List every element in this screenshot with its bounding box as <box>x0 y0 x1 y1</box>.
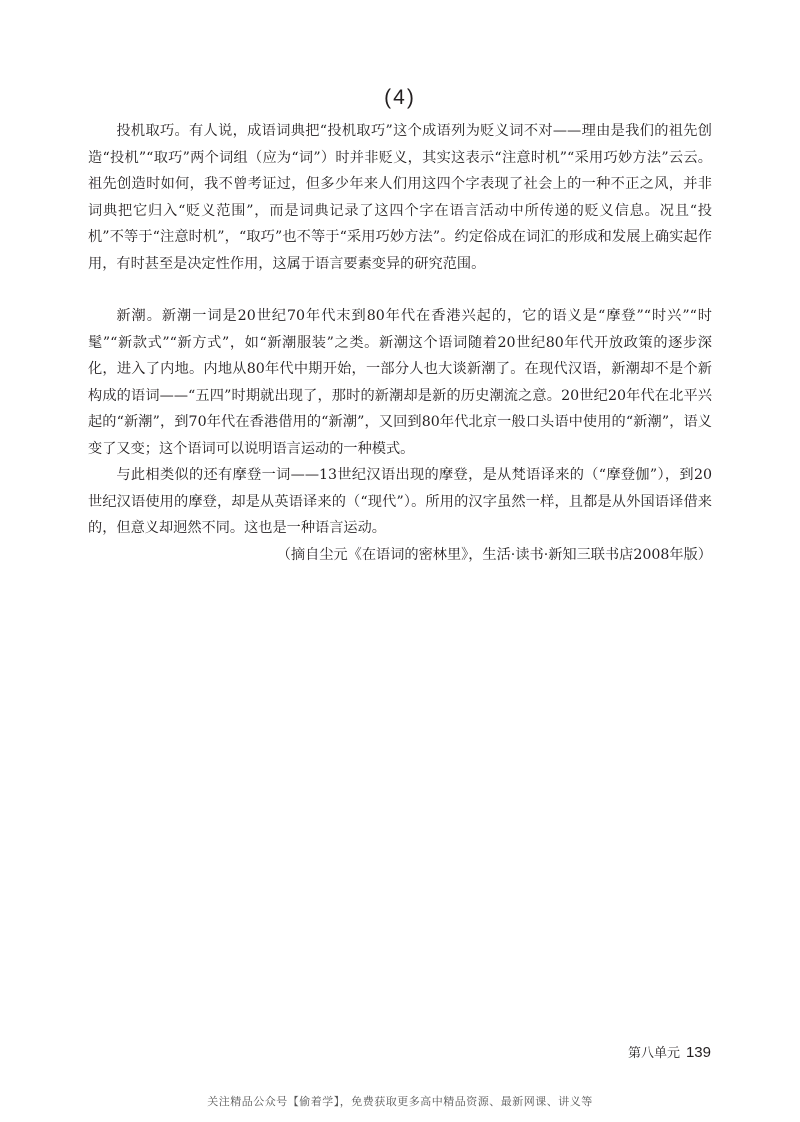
source-citation: （摘自尘元《在语词的密林里》，生活·读书·新知三联书店2008年版） <box>276 546 712 563</box>
page-number: 139 <box>685 1044 711 1061</box>
paragraph-modeng: 与此相类似的还有摩登一词——13世纪汉语出现的摩登，是从梵语译来的（“摩登伽”），到20世纪汉语使用的摩登，却是从英语译来的（“现代”）。所用的汉字虽然一样，且都是从外国语译借来的，但意义却迥然不同。这也是一种语言运动。 <box>88 467 712 536</box>
watermark-text: 关注精品公众号【偷着学】，免费获取更多高中精品资源、最新网课、讲义等 <box>207 1095 593 1108</box>
page-footer <box>628 1042 711 1061</box>
article-body <box>88 118 712 568</box>
section-title: (4) <box>384 86 416 109</box>
paragraph-xinchao: 新潮。新潮一词是20世纪70年代末到80年代在香港兴起的，它的语义是“摩登”“时兴”“时髦”“新款式”“新方式”，如“新潮服装”之类。新潮这个语词随着20世纪80年代开放政策的逐步深化，进入了内地。内地从80年代中期开始，一部分人也大谈新潮了。在现代汉语，新潮却不是个新构成的语词——“五四”时期就出现了，那时的新潮却是新的历史潮流之意。20世纪20年代在北平兴起的“新潮”，到70年代在香港借用的“新潮”，又回到80年代北京一般口头语中使用的“新潮”，语义变了又变；这个语词可以说明语言运动的一种模式。 <box>88 308 712 457</box>
unit-label: 第八单元 <box>627 1046 680 1061</box>
paragraph-touji-qiqiao: 投机取巧。有人说，成语词典把“投机取巧”这个成语列为贬义词不对——理由是我们的祖先创造“投机”“取巧”两个词组（应为“词”）时并非贬义，其实这表示“注意时机”“采用巧妙方法”云云。祖先创造时如何，我不曾考证过，但多少年来人们用这四个字表现了社会上的一种不正之风，并非词典把它归入“贬义范围”，而是词典记录了这四个字在语言活动中所传递的贬义信息。况且“投机”不等于“注意时机”，“取巧”也不等于“采用巧妙方法”。约定俗成在词汇的形成和发展上确实起作用，有时甚至是决定性作用，这属于语言要素变异的研究范围。 <box>88 123 712 272</box>
